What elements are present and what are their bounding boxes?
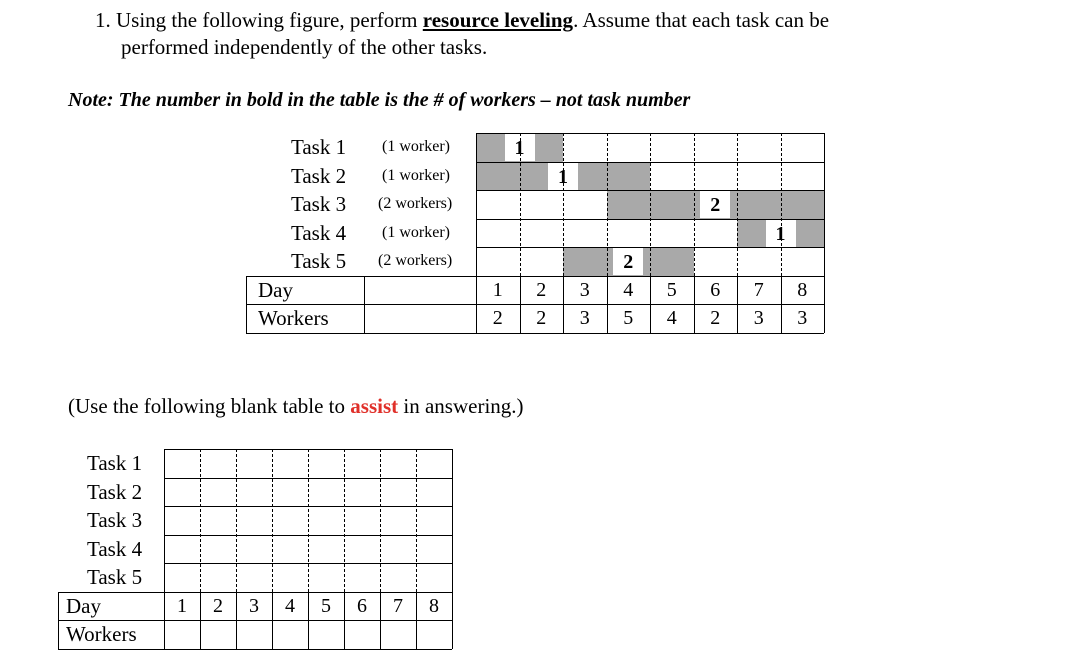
keyword-resource-leveling: resource leveling — [422, 8, 574, 32]
gantt-worker-count: 1 — [548, 163, 578, 190]
blank-day-number: 1 — [177, 594, 187, 617]
figure-day-number: 8 — [797, 278, 808, 301]
figure-day-number: 1 — [492, 278, 503, 301]
blank-workers-label: Workers — [66, 622, 137, 646]
figure-worker-total: 2 — [710, 307, 721, 329]
blank-day-number: 8 — [429, 594, 439, 617]
blank-task-label: Task 2 — [87, 479, 143, 504]
blank-day-divider — [308, 449, 309, 592]
blank-day-divider — [272, 449, 273, 592]
figure-task-workers: (1 worker) — [382, 223, 450, 241]
figure-day-number: 6 — [710, 278, 721, 301]
blank-day-divider — [236, 449, 237, 592]
figure-day-number: 5 — [666, 278, 677, 301]
figure-worker-total: 3 — [753, 307, 764, 329]
blank-grid-right — [452, 449, 453, 649]
figure-worker-total: 2 — [492, 307, 503, 329]
blank-day-number: 5 — [321, 594, 331, 617]
figure-task-label: Task 3 — [291, 192, 347, 216]
figure-day-label: Day — [258, 277, 293, 302]
figure-day-number: 7 — [753, 278, 764, 301]
figure-task-workers: (1 worker) — [382, 166, 450, 184]
gantt-worker-count: 1 — [766, 220, 796, 247]
question-line-2: performed independently of the other tasks. — [121, 35, 488, 59]
figure-day-number: 4 — [623, 278, 634, 301]
gantt-worker-count: 2 — [700, 191, 730, 218]
blank-day-divider — [380, 449, 381, 592]
figure-task-label: Task 5 — [291, 249, 347, 273]
blank-task-label: Task 5 — [87, 565, 143, 589]
figure-task-workers: (2 workers) — [378, 252, 453, 269]
blank-day-number: 7 — [393, 594, 403, 617]
note-text: Note: The number in bold in the table is the # of workers – not task number — [68, 89, 691, 111]
figure-task-workers: (1 worker) — [382, 138, 450, 155]
blank-day-divider — [200, 449, 201, 592]
figure-worker-total: 2 — [536, 307, 547, 329]
figure-task-label: Task 4 — [291, 220, 347, 245]
gantt-worker-count: 1 — [505, 134, 535, 161]
blank-day-number: 3 — [249, 594, 259, 617]
question-text-post: . Assume that each task can be — [573, 8, 830, 32]
assist-keyword: assist — [350, 394, 399, 418]
blank-day-number: 6 — [357, 594, 367, 617]
figure-task-workers: (2 workers) — [378, 195, 453, 212]
blank-task-label: Task 3 — [87, 508, 143, 532]
blank-task-label: Task 4 — [87, 536, 143, 561]
figure-workers-label: Workers — [258, 306, 329, 330]
figure-task-label: Task 1 — [291, 135, 347, 159]
figure-task-label: Task 2 — [291, 163, 347, 188]
assist-text-pre: (Use the following blank table to — [68, 394, 346, 418]
blank-task-label: Task 1 — [87, 451, 143, 475]
figure-worker-total: 4 — [666, 307, 677, 329]
blank-table-bottom — [58, 649, 452, 650]
figure-worker-total: 3 — [797, 307, 808, 329]
blank-day-number: 2 — [213, 594, 223, 617]
figure-worker-total: 3 — [579, 307, 590, 329]
blank-day-number: 4 — [285, 594, 295, 617]
figure-worker-total: 5 — [623, 307, 634, 329]
question-text-pre: Using the following figure, perform — [116, 8, 418, 32]
figure-day-number: 2 — [536, 278, 547, 301]
blank-day-divider — [344, 449, 345, 592]
gantt-worker-count: 2 — [613, 248, 643, 275]
assist-text-post: in answering.) — [403, 394, 524, 418]
question-number: 1. — [95, 8, 111, 32]
blank-day-label: Day — [66, 593, 101, 618]
figure-day-number: 3 — [579, 278, 590, 301]
blank-day-divider — [416, 449, 417, 592]
